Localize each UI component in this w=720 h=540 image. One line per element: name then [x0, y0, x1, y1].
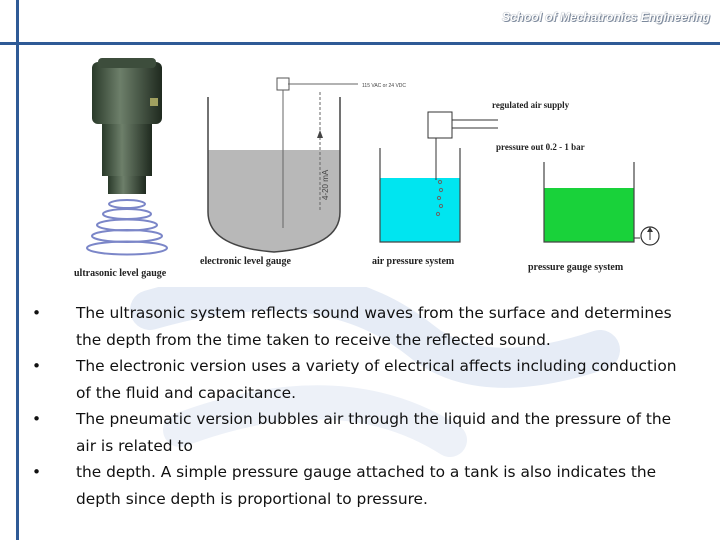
pressure-out-label: pressure out 0.2 - 1 bar	[496, 142, 585, 152]
level-measurement-figure	[68, 52, 668, 287]
ultrasonic-sensor-image	[87, 58, 167, 255]
supply-voltage-label: 115 VAC or 24 VDC	[362, 83, 407, 89]
ultrasonic-label: ultrasonic level gauge	[74, 268, 167, 279]
bullet-list	[32, 300, 692, 512]
regulated-air-label: regulated air supply	[492, 100, 570, 110]
bullet-item: • The electronic version uses a variety of electrical affects including conduction of the fluid and capacitance.	[32, 357, 677, 402]
bullet-item: • The ultrasonic system reflects sound waves from the surface and determines the depth from the time taken to receive the reflected sound.	[32, 304, 672, 349]
air-pressure-label: air pressure system	[372, 256, 455, 267]
header-divider-line	[0, 42, 720, 45]
bullet-item: • The pneumatic version bubbles air through the liquid and the pressure of the air is related to	[32, 410, 672, 455]
pressure-gauge-diagram	[544, 162, 659, 245]
pressure-gauge-label: pressure gauge system	[528, 262, 624, 273]
electronic-gauge-diagram	[208, 78, 358, 252]
electronic-label: electronic level gauge	[200, 256, 291, 267]
left-accent-line	[16, 0, 19, 540]
air-pressure-diagram	[380, 112, 498, 242]
bullet-item: • the depth. A simple pressure gauge attached to a tank is also indicates the depth since depth is proportional to pressure.	[32, 463, 657, 508]
header-title: School of Mechatronics Engineering	[501, 10, 710, 24]
current-label: 4-20 mA	[321, 169, 330, 200]
